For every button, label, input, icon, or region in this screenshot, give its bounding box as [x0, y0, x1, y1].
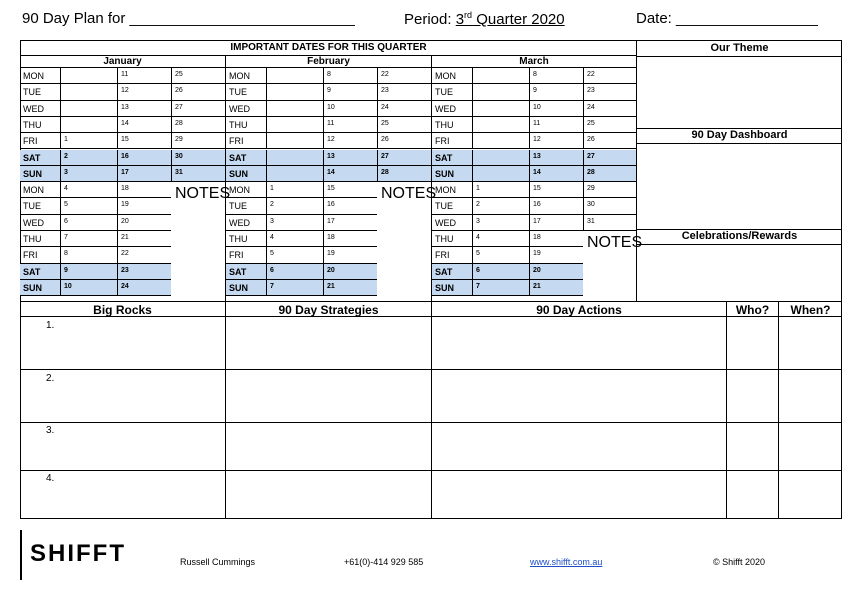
rock-number-2: 2. — [46, 373, 55, 384]
date-number: 10 — [327, 103, 335, 111]
calendar-row — [20, 101, 225, 117]
calendar-row — [432, 198, 636, 214]
date-number: 22 — [587, 71, 595, 78]
dashboard-area[interactable] — [637, 144, 842, 229]
date-number: 15 — [327, 185, 335, 193]
weekday-label: SUN — [23, 168, 43, 179]
date-number: 22 — [381, 71, 389, 78]
date-number: 28 — [587, 168, 595, 176]
calendar-row — [20, 198, 171, 214]
rock-number-4: 4. — [46, 473, 55, 484]
date-number: 12 — [533, 136, 541, 144]
date-number: 27 — [175, 103, 183, 111]
calendar-row — [20, 215, 171, 231]
date-number: 25 — [175, 71, 183, 78]
important-dates-title: IMPORTANT DATES FOR THIS QUARTER — [230, 42, 427, 53]
date-number: 1 — [64, 136, 68, 144]
date-number: 7 — [64, 234, 68, 241]
date-number: 23 — [587, 87, 595, 95]
weekday-label: SAT — [23, 152, 41, 163]
date-number: 11 — [327, 119, 335, 127]
date-number: 24 — [587, 103, 595, 111]
date-number: 9 — [64, 266, 68, 274]
date-number: 18 — [121, 185, 129, 193]
date-number: 23 — [121, 266, 129, 274]
date-number: 10 — [64, 282, 72, 290]
calendar-row — [432, 133, 636, 149]
weekday-label: MON — [435, 185, 456, 196]
date-number: 29 — [587, 185, 595, 193]
weekday-label: SAT — [23, 266, 41, 277]
weekday-label: SAT — [229, 152, 247, 163]
date-number: 21 — [533, 282, 541, 290]
weekday-label: TUE — [229, 201, 247, 212]
celebrations-title: Celebrations/Rewards — [681, 230, 798, 242]
weekday-label: FRI — [229, 250, 244, 261]
date-number: 3 — [270, 217, 274, 225]
weekday-label: THU — [435, 119, 454, 130]
date-number: 21 — [121, 234, 129, 241]
date-number: 30 — [175, 152, 183, 160]
calendar-row — [20, 150, 225, 166]
date-number: 25 — [587, 119, 595, 127]
calendar-row — [432, 182, 636, 198]
calendar-row — [432, 215, 636, 231]
calendar-row — [226, 166, 431, 182]
date-number: 18 — [533, 234, 541, 241]
calendar-row — [432, 68, 636, 84]
date-number: 1 — [476, 185, 480, 193]
calendar-row — [226, 280, 377, 296]
our-theme-area[interactable] — [637, 57, 842, 128]
footer-website-link[interactable]: www.shifft.com.au — [530, 557, 603, 567]
date-number: 15 — [121, 136, 129, 144]
rock-number-1: 1. — [46, 320, 55, 331]
calendar-row — [432, 101, 636, 117]
calendar-row — [20, 231, 171, 247]
actions-header: 90 Day Actions — [536, 303, 622, 317]
weekday-label: SUN — [435, 168, 455, 179]
date-number: 16 — [327, 201, 335, 209]
date-number: 20 — [121, 217, 129, 225]
date-number: 4 — [64, 185, 68, 193]
calendar-row — [432, 264, 583, 280]
date-field[interactable]: Date: _________________ — [636, 10, 818, 27]
weekday-label: FRI — [435, 250, 450, 261]
date-number: 2 — [270, 201, 274, 209]
date-number: 25 — [381, 119, 389, 127]
date-number: 11 — [533, 119, 541, 127]
calendar-row — [20, 68, 225, 84]
who-header: Who? — [735, 303, 770, 317]
date-number: 6 — [476, 266, 480, 274]
calendar-row — [432, 166, 636, 182]
date-number: 4 — [270, 234, 274, 241]
date-number: 19 — [533, 250, 541, 258]
notes-label: NOTES — [381, 185, 437, 203]
weekday-label: WED — [435, 103, 456, 114]
month-title-january: January — [103, 56, 142, 67]
date-number: 29 — [175, 136, 183, 144]
date-number: 16 — [533, 201, 541, 209]
notes-label: NOTES — [175, 185, 231, 203]
weekday-label: SUN — [229, 282, 249, 293]
calendar-row — [20, 264, 171, 280]
date-number: 24 — [381, 103, 389, 111]
weekday-label: SUN — [23, 282, 43, 293]
weekday-label: FRI — [23, 250, 38, 261]
date-number: 8 — [327, 71, 331, 78]
date-number: 30 — [587, 201, 595, 209]
date-number: 9 — [327, 87, 331, 95]
calendar-row — [226, 68, 431, 84]
date-number: 3 — [476, 217, 480, 225]
date-number: 14 — [121, 119, 129, 127]
footer-copyright: © Shifft 2020 — [713, 557, 766, 567]
calendar-row — [432, 231, 583, 247]
weekday-label: TUE — [23, 201, 41, 212]
date-number: 14 — [327, 168, 335, 176]
calendar-row — [20, 280, 171, 296]
date-number: 12 — [121, 87, 129, 95]
calendar-row — [20, 84, 225, 100]
weekday-label: MON — [229, 185, 250, 196]
weekday-label: THU — [229, 234, 248, 244]
calendar-row — [226, 231, 377, 247]
weekday-label: MON — [23, 71, 44, 81]
month-title-february: February — [307, 56, 350, 67]
date-number: 20 — [327, 266, 335, 274]
date-number: 2 — [476, 201, 480, 209]
date-number: 1 — [270, 185, 274, 193]
plan-for-field[interactable]: 90 Day Plan for ___________________________ — [22, 10, 355, 27]
weekday-label: WED — [23, 217, 44, 228]
date-number: 24 — [121, 282, 129, 290]
weekday-label: SUN — [229, 168, 249, 179]
footer-name: Russell Cummings — [180, 557, 256, 567]
calendar-row — [20, 182, 171, 198]
weekday-label: FRI — [435, 136, 450, 147]
date-number: 6 — [270, 266, 274, 274]
weekday-label: WED — [23, 103, 44, 114]
calendar-row — [20, 247, 171, 263]
weekday-label: WED — [229, 217, 250, 228]
date-number: 13 — [533, 152, 541, 160]
date-number: 5 — [64, 201, 68, 209]
calendar-row — [226, 215, 377, 231]
date-number: 9 — [533, 87, 537, 95]
date-number: 13 — [327, 152, 335, 160]
calendar-row — [226, 264, 377, 280]
date-number: 10 — [533, 103, 541, 111]
month-title-march: March — [519, 56, 549, 67]
weekday-label: SAT — [229, 266, 247, 277]
date-number: 27 — [587, 152, 595, 160]
date-number: 31 — [175, 168, 183, 176]
calendar-row — [432, 247, 583, 263]
date-number: 12 — [327, 136, 335, 144]
weekday-label: FRI — [229, 136, 244, 147]
period-field — [404, 10, 565, 28]
date-number: 5 — [270, 250, 274, 258]
weekday-label: THU — [23, 119, 42, 130]
weekday-label: THU — [435, 234, 454, 244]
date-number: 5 — [476, 250, 480, 258]
weekday-label: THU — [229, 119, 248, 130]
date-number: 6 — [64, 217, 68, 225]
calendar-row — [226, 198, 377, 214]
weekday-label: TUE — [23, 87, 41, 98]
date-number: 15 — [533, 185, 541, 193]
date-number: 18 — [327, 234, 335, 241]
date-number: 27 — [381, 152, 389, 160]
date-number: 7 — [476, 282, 480, 290]
date-number: 11 — [121, 71, 129, 78]
date-number: 20 — [533, 266, 541, 274]
footer-phone: +61(0)-414 929 585 — [344, 557, 424, 567]
weekday-label: SAT — [435, 152, 453, 163]
calendar-row — [20, 117, 225, 133]
calendar-row — [432, 117, 636, 133]
dashboard-title: 90 Day Dashboard — [691, 129, 788, 141]
calendar-row — [20, 166, 225, 182]
weekday-label: SUN — [435, 282, 455, 293]
shifft-logo: SHIFFT — [30, 540, 126, 567]
date-number: 19 — [327, 250, 335, 258]
date-number: 31 — [587, 217, 595, 225]
calendar-row — [226, 117, 431, 133]
date-number: 13 — [121, 103, 129, 111]
calendar-row — [226, 133, 431, 149]
when-header: When? — [790, 303, 831, 317]
calendar-row — [432, 150, 636, 166]
weekday-label: SAT — [435, 266, 453, 277]
date-number: 8 — [64, 250, 68, 258]
calendar-row — [226, 84, 431, 100]
big-rocks-header: Big Rocks — [93, 303, 152, 317]
date-number: 19 — [121, 201, 129, 209]
rock-number-3: 3. — [46, 425, 55, 436]
calendar-row — [226, 247, 377, 263]
date-number: 23 — [381, 87, 389, 95]
weekday-label: TUE — [229, 87, 247, 98]
celebrations-area[interactable] — [637, 245, 842, 300]
notes-label: NOTES — [587, 234, 643, 251]
weekday-label: MON — [229, 71, 250, 81]
date-number: 8 — [533, 71, 537, 78]
date-number: 3 — [64, 168, 68, 176]
weekday-label: THU — [23, 234, 42, 244]
calendar-row — [226, 101, 431, 117]
calendar-row — [226, 182, 377, 198]
date-number: 22 — [121, 250, 129, 258]
calendar-row — [20, 133, 225, 149]
weekday-label: TUE — [435, 201, 453, 212]
calendar-row — [432, 84, 636, 100]
period-value: 3rd Quarter 2020 — [455, 10, 565, 28]
date-number: 14 — [533, 168, 541, 176]
our-theme-title: Our Theme — [710, 42, 769, 54]
calendar-row — [226, 150, 431, 166]
date-number: 26 — [381, 136, 389, 144]
weekday-label: MON — [23, 185, 44, 196]
weekday-label: WED — [229, 103, 250, 114]
period-label: Period: — [404, 11, 452, 28]
weekday-label: WED — [435, 217, 456, 228]
date-number: 28 — [381, 168, 389, 176]
date-number: 26 — [175, 87, 183, 95]
calendar-row — [432, 280, 583, 296]
weekday-label: MON — [435, 71, 456, 81]
date-number: 7 — [270, 282, 274, 290]
date-number: 26 — [587, 136, 595, 144]
date-number: 28 — [175, 119, 183, 127]
date-number: 17 — [121, 168, 129, 176]
weekday-label: FRI — [23, 136, 38, 147]
date-number: 17 — [327, 217, 335, 225]
date-number: 4 — [476, 234, 480, 241]
date-number: 16 — [121, 152, 129, 160]
weekday-label: TUE — [435, 87, 453, 98]
date-number: 2 — [64, 152, 68, 160]
date-number: 21 — [327, 282, 335, 290]
strategies-header: 90 Day Strategies — [278, 303, 379, 317]
date-number: 17 — [533, 217, 541, 225]
